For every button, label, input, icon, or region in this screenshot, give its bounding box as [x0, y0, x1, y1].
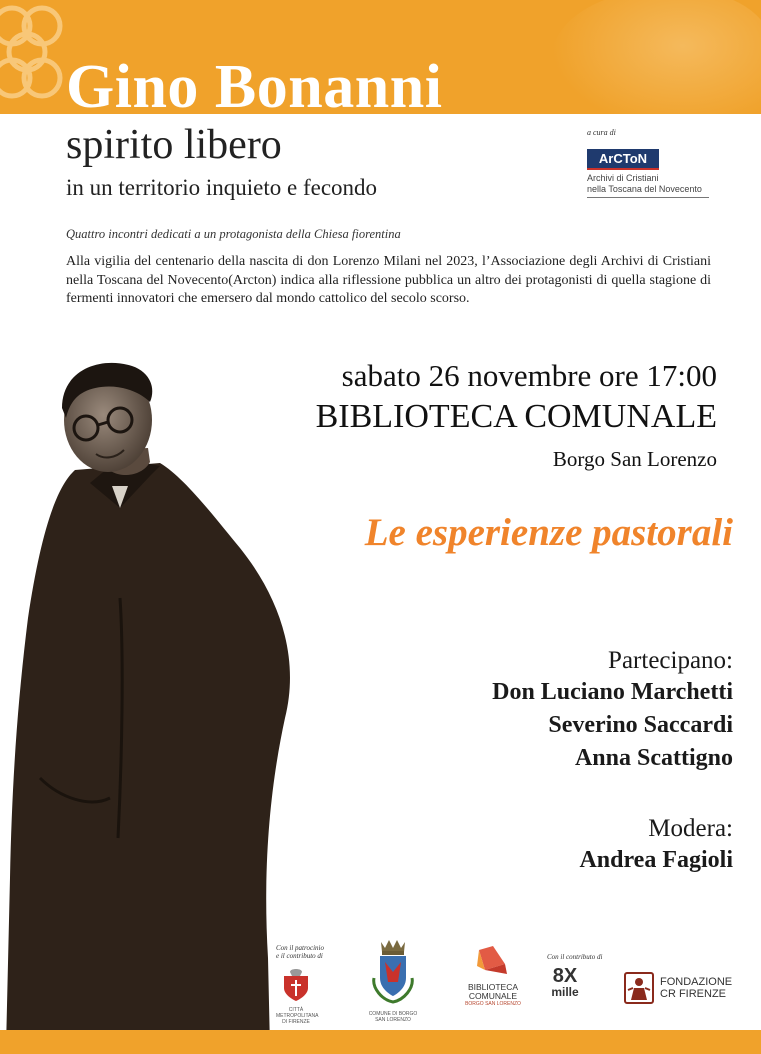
- city-shield-icon: [280, 966, 312, 1002]
- participant-name: Anna Scattigno: [574, 745, 733, 771]
- faded-portrait: [551, 0, 761, 114]
- curator-block: [587, 128, 717, 198]
- footer-bar: [0, 1030, 761, 1054]
- arcton-caption-line2: nella Toscana del Novecento: [587, 184, 702, 194]
- biblioteca-mark-icon: [475, 944, 511, 978]
- tagline: Quattro incontri dedicati a un protagonista della Chiesa fiorentina: [66, 227, 401, 241]
- moderator-name: Andrea Fagioli: [579, 847, 733, 873]
- subtitle-secondary: in un territorio inquieto e fecondo: [66, 175, 378, 200]
- priest-photo: [0, 358, 300, 1048]
- fondazione-caption: [660, 976, 732, 1000]
- fondazione-line2: CR FIRENZE: [660, 988, 726, 1000]
- biblioteca-logo: [462, 944, 524, 1007]
- participant-name: Don Luciano Marchetti: [492, 679, 733, 705]
- biblioteca-line1: BIBLIOTECA: [467, 982, 519, 992]
- patronage-note-line1: Con il patrocinio: [276, 944, 324, 952]
- arcton-caption: [587, 173, 709, 198]
- participants-label: Partecipano:: [608, 647, 733, 674]
- otto-mille-word: mille: [551, 985, 579, 999]
- otto-mille-number: 8X: [552, 965, 578, 987]
- contribution-note: Con il contributo di: [547, 953, 603, 961]
- arcton-caption-line1: Archivi di Cristiani: [587, 173, 659, 183]
- city-caption: CITTÀ METROPOLITANA DI FIRENZE: [276, 1007, 319, 1025]
- participant-name: Severino Saccardi: [548, 712, 733, 738]
- otto-per-mille-logo: [543, 966, 587, 998]
- comune-crest-icon: [368, 938, 418, 1006]
- intro-paragraph: Alla vigilia del centenario della nascita di don Lorenzo Milani nel 2023, l’Associazione degli Archivi di Cristiani nella Toscana del Novecento(Arcton) indica alla riflessione pubblica un altro dei protagonisti di quella stagione di fermenti innovatori che emersero dal mondo cattolico del secolo scorso.: [66, 254, 711, 306]
- city-metro-logo: [276, 966, 319, 1025]
- fondazione-line1: FONDAZIONE: [660, 976, 733, 988]
- moderator-label: Modera:: [648, 815, 733, 842]
- fondazione-emblem-icon: [624, 972, 654, 1004]
- main-title: Gino Bonanni: [66, 56, 443, 114]
- event-town: Borgo San Lorenzo: [552, 447, 717, 471]
- comune-logo: [364, 938, 422, 1023]
- event-title: Le esperienze pastorali: [364, 511, 733, 554]
- event-date: sabato 26 novembre ore 17:00: [341, 358, 717, 393]
- fondazione-cr-logo: [624, 972, 744, 1004]
- event-venue: BIBLIOTECA COMUNALE: [315, 398, 717, 435]
- curator-label: a cura di: [587, 128, 616, 137]
- subtitle: spirito libero: [66, 122, 282, 168]
- comune-caption: COMUNE DI BORGO SAN LORENZO: [368, 1011, 418, 1023]
- patronage-note-line2: e il contributo di: [276, 952, 323, 960]
- biblioteca-line2: COMUNALE: [468, 991, 518, 1001]
- header-banner: [0, 0, 761, 114]
- biblioteca-line3: BORGO SAN LORENZO: [465, 1001, 521, 1007]
- patronage-note: [276, 944, 324, 960]
- arcton-logo: ArCToN: [587, 149, 659, 170]
